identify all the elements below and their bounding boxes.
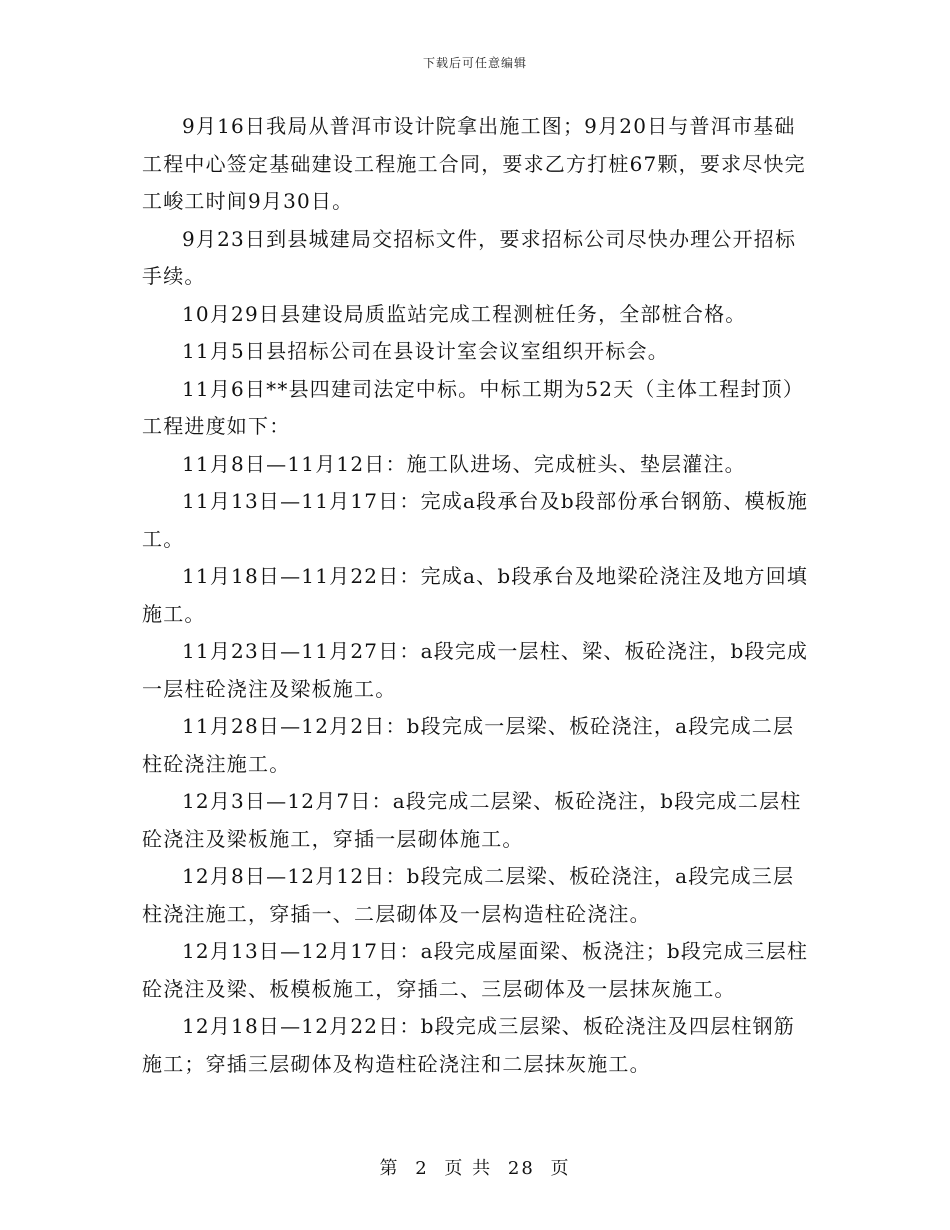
current-page-number: 2: [415, 1158, 429, 1179]
paragraph-11: 12月3日—12月7日：a段完成二层梁、板砼浇注，b段完成二层柱砼浇注及梁板施工，穿插一层砌体施工。: [142, 789, 802, 851]
paragraph-14: 12月18日—12月22日：b段完成三层梁、板砼浇注及四层柱钢筋施工；穿插三层砌体及构造柱砼浇注和二层抹灰施工。: [142, 1014, 795, 1076]
paragraph-1: 9月16日我局从普洱市设计院拿出施工图；9月20日与普洱市基础工程中心签定基础建设工程施工合同，要求乙方打桩67颗，要求尽快完工峻工时间9月30日。: [142, 114, 806, 213]
paragraph-2: 9月23日到县城建局交招标文件，要求招标公司尽快办理公开招标手续。: [142, 226, 797, 288]
paragraph-7: 11月13日—11月17日：完成a段承台及b段部份承台钢筋、模板施工。: [142, 489, 809, 551]
paragraph-4: 11月5日县招标公司在县设计室会议室组织开标会。: [182, 339, 669, 363]
total-pages-number: 28: [507, 1158, 535, 1179]
paragraph-13: 12月13日—12月17日：a段完成屋面梁、板浇注；b段完成三层柱砼浇注及梁、板模板施工，穿插二、三层砌体及一层抹灰施工。: [142, 939, 809, 1001]
paragraph-12: 12月8日—12月12日：b段完成二层梁、板砼浇注，a段完成三层柱浇注施工，穿插一、二层砌体及一层构造柱砼浇注。: [142, 864, 795, 926]
paragraph-9: 11月23日—11月27日：a段完成一层柱、梁、板砼浇注，b段完成一层柱砼浇注及梁板施工。: [142, 639, 809, 701]
document-body: [142, 108, 810, 1083]
paragraph-3: 10月29日县建设局质监站完成工程测桩任务，全部桩合格。: [182, 301, 747, 326]
page-number-footer: [0, 1154, 950, 1180]
paragraph-10: 11月28日—12月2日：b段完成一层梁、板砼浇注，a段完成二层柱砼浇注施工。: [142, 714, 795, 776]
paragraph-8: 11月18日—11月22日：完成a、b段承台及地梁砼浇注及地方回填施工。: [142, 564, 809, 626]
paragraph-5: 11月6日**县四建司法定中标。中标工期为52天（主体工程封顶）工程进度如下：: [142, 376, 805, 438]
footer-middle: 页 共: [444, 1158, 493, 1179]
paragraph-6: 11月8日—11月12日：施工队进场、完成桩头、垫层灌注。: [182, 451, 746, 476]
page-header: 下载后可任意编辑: [422, 56, 527, 70]
footer-suffix: 页: [550, 1158, 571, 1179]
footer-prefix: 第: [379, 1158, 400, 1179]
